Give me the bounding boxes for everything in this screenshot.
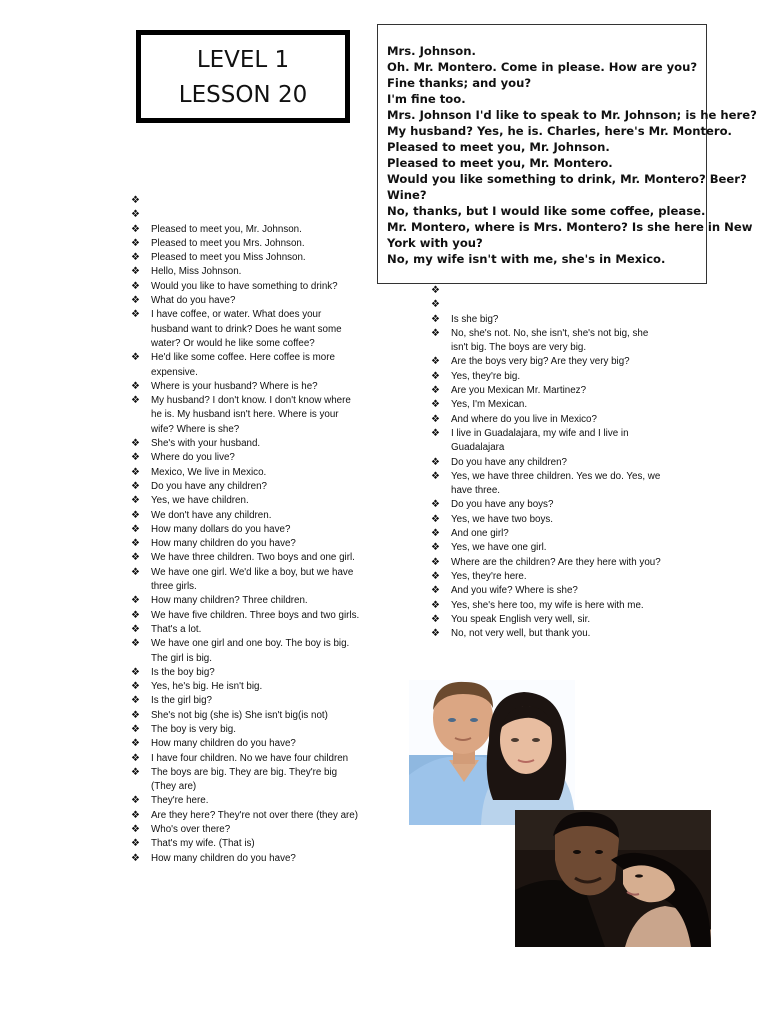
phrase-item: [131, 823, 361, 837]
dialogue-line: My husband? Yes, he is. Charles, here's Mr. Montero.: [387, 124, 732, 138]
phrase-item: [431, 556, 661, 570]
phrase-item: [431, 398, 661, 412]
phrase-text: Do you have any children?: [151, 480, 268, 492]
diamond-bullet-icon: ❖: [131, 566, 140, 578]
phrase-item: [131, 766, 361, 795]
phrase-text: They're here.: [151, 795, 209, 807]
couple-photo: [409, 680, 575, 825]
diamond-bullet-icon: ❖: [431, 299, 440, 311]
phrase-text: Is the boy big?: [151, 666, 215, 678]
phrase-item: [131, 837, 361, 851]
phrase-text: And where do you live in Mexico?: [451, 413, 597, 425]
phrase-item: [131, 609, 361, 623]
phrase-text: Are they here? They're not over there (they are): [151, 809, 358, 821]
phrase-text: That's my wife. (That is): [151, 838, 255, 850]
phrase-item: [131, 709, 361, 723]
phrase-item: [131, 809, 361, 823]
diamond-bullet-icon: ❖: [131, 195, 140, 206]
phrase-item: [131, 194, 361, 208]
phrase-text: Where do you live?: [151, 452, 235, 464]
diamond-bullet-icon: ❖: [431, 327, 440, 339]
diamond-bullet-icon: ❖: [431, 313, 440, 325]
phrase-text: Pleased to meet you Mrs. Johnson.: [151, 237, 305, 249]
diamond-bullet-icon: ❖: [131, 395, 140, 407]
diamond-bullet-icon: ❖: [131, 295, 140, 307]
diamond-bullet-icon: ❖: [131, 352, 140, 364]
phrase-text: [151, 195, 154, 206]
dialogue-line: Mr. Montero, where is Mrs. Montero? Is she here in New: [387, 220, 753, 234]
phrase-item: [431, 413, 661, 427]
phrase-text: Yes, we have children.: [151, 495, 249, 507]
phrase-text: Who's over there?: [151, 824, 231, 836]
phrase-item: [131, 637, 361, 666]
phrase-item: [431, 456, 661, 470]
phrase-item: [131, 723, 361, 737]
diamond-bullet-icon: ❖: [431, 613, 440, 625]
diamond-bullet-icon: ❖: [131, 209, 140, 221]
diamond-bullet-icon: ❖: [131, 623, 140, 635]
phrase-text: Are you Mexican Mr. Martinez?: [451, 385, 587, 397]
phrase-text: Pleased to meet you, Mr. Johnson.: [151, 223, 302, 235]
diamond-bullet-icon: ❖: [131, 709, 140, 721]
phrase-text: That's a lot.: [151, 623, 202, 635]
diamond-bullet-icon: ❖: [131, 452, 140, 464]
diamond-bullet-icon: ❖: [431, 370, 440, 382]
dialogue-line: I'm fine too.: [387, 92, 466, 106]
dialogue-line: Pleased to meet you, Mr. Montero.: [387, 156, 613, 170]
phrase-item: [131, 451, 361, 465]
diamond-bullet-icon: ❖: [131, 466, 140, 478]
diamond-bullet-icon: ❖: [131, 795, 140, 807]
phrase-item: [131, 223, 361, 237]
phrase-item: [431, 284, 661, 298]
phrase-text: Pleased to meet you Miss Johnson.: [151, 252, 306, 264]
diamond-bullet-icon: ❖: [131, 495, 140, 507]
phrase-text: [151, 209, 154, 220]
phrase-text: The boys are big. They are big. They're big (They are): [151, 766, 338, 793]
diamond-bullet-icon: ❖: [131, 852, 140, 864]
diamond-bullet-icon: ❖: [131, 237, 140, 249]
diamond-bullet-icon: ❖: [131, 609, 140, 621]
diamond-bullet-icon: ❖: [131, 695, 140, 707]
phrase-item: [131, 523, 361, 537]
diamond-bullet-icon: ❖: [131, 752, 140, 764]
phrase-item: [131, 308, 361, 351]
phrase-text: I have four children. No we have four children: [151, 752, 349, 764]
phrase-text: We don't have any children.: [151, 509, 272, 521]
phrase-text: You speak English very well, sir.: [451, 613, 591, 625]
phrase-item: [431, 355, 661, 369]
phrase-text: How many children do you have?: [151, 852, 296, 864]
phrase-text: She's not big (she is) She isn't big(is not): [151, 709, 328, 721]
phrase-text: Are the boys very big? Are they very big?: [451, 356, 630, 368]
phrase-item: [131, 623, 361, 637]
phrase-text: [451, 285, 454, 296]
phrase-item: [431, 627, 661, 641]
phrase-item: [131, 594, 361, 608]
phrase-item: [131, 394, 361, 437]
dialogue-line: No, thanks, but I would like some coffee, please.: [387, 204, 706, 218]
phrase-item: [131, 251, 361, 265]
phrase-text: She's with your husband.: [151, 438, 261, 450]
phrase-text: Do you have any boys?: [451, 499, 554, 511]
diamond-bullet-icon: ❖: [131, 766, 140, 778]
diamond-bullet-icon: ❖: [431, 413, 440, 425]
phrase-item: [131, 852, 361, 866]
dialogue-line: Wine?: [387, 188, 427, 202]
phrase-text: We have one girl. We'd like a boy, but we have three girls.: [151, 566, 354, 593]
dialogue-line: Would you like something to drink, Mr. Montero? Beer?: [387, 172, 747, 186]
phrase-item: [131, 494, 361, 508]
phrase-item: [131, 237, 361, 251]
phrase-text: Yes, they're here.: [451, 570, 527, 582]
diamond-bullet-icon: ❖: [131, 252, 140, 264]
diamond-bullet-icon: ❖: [431, 585, 440, 597]
diamond-bullet-icon: ❖: [431, 570, 440, 582]
phrase-text: How many children? Three children.: [151, 595, 308, 607]
phrase-item: [131, 294, 361, 308]
lesson-title-box: [136, 30, 350, 123]
phrase-text: How many children do you have?: [151, 538, 296, 550]
phrase-text: Is she big?: [451, 313, 499, 325]
phrase-text: My husband? I don't know. I don't know where he is. My husband isn't here. Where is your wife? Where is she?: [151, 395, 351, 435]
phrase-item: [431, 498, 661, 512]
dialogue-box: [377, 24, 757, 284]
phrase-item: [431, 298, 661, 312]
phrase-item: [131, 566, 361, 595]
phrase-text: How many children do you have?: [151, 738, 296, 750]
phrase-text: I live in Guadalajara, my wife and I live in Guadalajara: [451, 427, 629, 454]
phrase-item: [131, 794, 361, 808]
phrase-item: [431, 470, 661, 499]
phrase-item: [431, 513, 661, 527]
diamond-bullet-icon: ❖: [131, 723, 140, 735]
left-phrase-list: [131, 194, 361, 866]
phrase-text: How many dollars do you have?: [151, 523, 291, 535]
phrase-item: [131, 380, 361, 394]
diamond-bullet-icon: ❖: [131, 223, 140, 235]
phrase-text: Yes, we have three children. Yes we do. Yes, we have three.: [451, 470, 661, 497]
diamond-bullet-icon: ❖: [131, 480, 140, 492]
phrase-item: [131, 466, 361, 480]
diamond-bullet-icon: ❖: [131, 824, 140, 836]
phrase-text: Yes, they're big.: [451, 370, 521, 382]
phrase-item: [431, 327, 661, 356]
diamond-bullet-icon: ❖: [131, 552, 140, 564]
phrase-text: What do you have?: [151, 295, 236, 307]
diamond-bullet-icon: ❖: [131, 509, 140, 521]
phrase-item: [131, 551, 361, 565]
phrase-text: And one girl?: [451, 528, 509, 540]
diamond-bullet-icon: ❖: [131, 809, 140, 821]
phrase-item: [131, 351, 361, 380]
phrase-item: [431, 527, 661, 541]
dialogue-line: No, my wife isn't with me, she's in Mexico.: [387, 252, 666, 266]
phrase-text: Yes, we have one girl.: [451, 542, 547, 554]
phrase-text: We have three children. Two boys and one girl.: [151, 552, 355, 564]
diamond-bullet-icon: ❖: [131, 438, 140, 450]
phrase-text: Do you have any children?: [451, 456, 568, 468]
phrase-text: I have coffee, or water. What does your husband want to drink? Does he want some water? Or would he like some coffee?: [151, 309, 342, 349]
phrase-item: [431, 370, 661, 384]
diamond-bullet-icon: ❖: [431, 427, 440, 439]
phrase-text: Where is your husband? Where is he?: [151, 380, 318, 392]
phrase-text: Where are the children? Are they here with you?: [451, 556, 661, 568]
phrase-text: No, she's not. No, she isn't, she's not big, she isn't big. The boys are very big.: [451, 327, 649, 354]
phrase-text: He'd like some coffee. Here coffee is more expensive.: [151, 352, 335, 378]
phrase-item: [131, 280, 361, 294]
phrase-text: Mexico, We live in Mexico.: [151, 466, 267, 478]
phrase-item: [131, 737, 361, 751]
diamond-bullet-icon: ❖: [431, 399, 440, 411]
diamond-bullet-icon: ❖: [131, 538, 140, 550]
lesson-title: LESSON 20: [178, 82, 308, 108]
phrase-item: [431, 427, 661, 456]
phrase-item: [131, 509, 361, 523]
phrase-text: No, not very well, but thank you.: [451, 628, 591, 640]
dialogue-line: Mrs. Johnson.: [387, 44, 476, 58]
diamond-bullet-icon: ❖: [131, 380, 140, 392]
dialogue-line: Pleased to meet you, Mr. Johnson.: [387, 140, 610, 154]
diamond-bullet-icon: ❖: [431, 470, 440, 482]
diamond-bullet-icon: ❖: [431, 628, 440, 640]
diamond-bullet-icon: ❖: [131, 681, 140, 693]
phrase-item: [131, 265, 361, 279]
diamond-bullet-icon: ❖: [131, 638, 140, 650]
phrase-item: [431, 570, 661, 584]
diamond-bullet-icon: ❖: [431, 456, 440, 468]
diamond-bullet-icon: ❖: [431, 528, 440, 540]
dialogue-line: Fine thanks; and you?: [387, 76, 532, 90]
phrase-text: Yes, we have two boys.: [451, 513, 554, 525]
phrase-item: [131, 537, 361, 551]
diamond-bullet-icon: ❖: [131, 666, 140, 678]
diamond-bullet-icon: ❖: [431, 599, 440, 611]
right-phrase-list: [431, 284, 661, 641]
phrase-text: [451, 299, 454, 310]
phrase-item: [131, 480, 361, 494]
phrase-text: We have five children. Three boys and two girls.: [151, 609, 360, 621]
diamond-bullet-icon: ❖: [131, 309, 140, 321]
diamond-bullet-icon: ❖: [131, 738, 140, 750]
phrase-item: [131, 666, 361, 680]
phrase-text: Hello, Miss Johnson.: [151, 266, 242, 278]
phrase-item: [131, 437, 361, 451]
phrase-text: Would you like to have something to drink?: [151, 280, 338, 292]
phrase-item: [431, 384, 661, 398]
phrase-text: Yes, she's here too, my wife is here with me.: [451, 599, 644, 611]
phrase-item: [431, 613, 661, 627]
phrase-item: [131, 208, 361, 222]
diamond-bullet-icon: ❖: [131, 280, 140, 292]
phrase-item: [431, 599, 661, 613]
diamond-bullet-icon: ❖: [131, 595, 140, 607]
dialogue-line: Mrs. Johnson I'd like to speak to Mr. Johnson; is he here?: [387, 108, 757, 122]
phrase-item: [131, 680, 361, 694]
phrase-item: [431, 584, 661, 598]
diamond-bullet-icon: ❖: [431, 385, 440, 397]
phrase-text: The boy is very big.: [151, 723, 236, 735]
diamond-bullet-icon: ❖: [431, 556, 440, 568]
dialogue-line: York with you?: [387, 236, 483, 250]
phrase-text: And you wife? Where is she?: [451, 585, 578, 597]
diamond-bullet-icon: ❖: [431, 356, 440, 368]
phrase-text: Yes, he's big. He isn't big.: [151, 681, 263, 693]
phrase-text: Is the girl big?: [151, 695, 212, 707]
phrase-text: Yes, I'm Mexican.: [451, 399, 528, 411]
diamond-bullet-icon: ❖: [131, 266, 140, 278]
phrase-item: [131, 694, 361, 708]
diamond-bullet-icon: ❖: [431, 542, 440, 554]
phrase-item: [431, 313, 661, 327]
diamond-bullet-icon: ❖: [431, 285, 440, 296]
phrase-item: [431, 541, 661, 555]
phrase-item: [131, 752, 361, 766]
diamond-bullet-icon: ❖: [431, 499, 440, 511]
diamond-bullet-icon: ❖: [431, 513, 440, 525]
dialogue-line: Oh. Mr. Montero. Come in please. How are you?: [387, 60, 698, 74]
level-title: LEVEL 1: [196, 47, 290, 73]
diamond-bullet-icon: ❖: [131, 523, 140, 535]
phrase-text: We have one girl and one boy. The boy is big. The girl is big.: [151, 638, 350, 664]
dramatic-couple-photo: [515, 810, 711, 947]
diamond-bullet-icon: ❖: [131, 838, 140, 850]
